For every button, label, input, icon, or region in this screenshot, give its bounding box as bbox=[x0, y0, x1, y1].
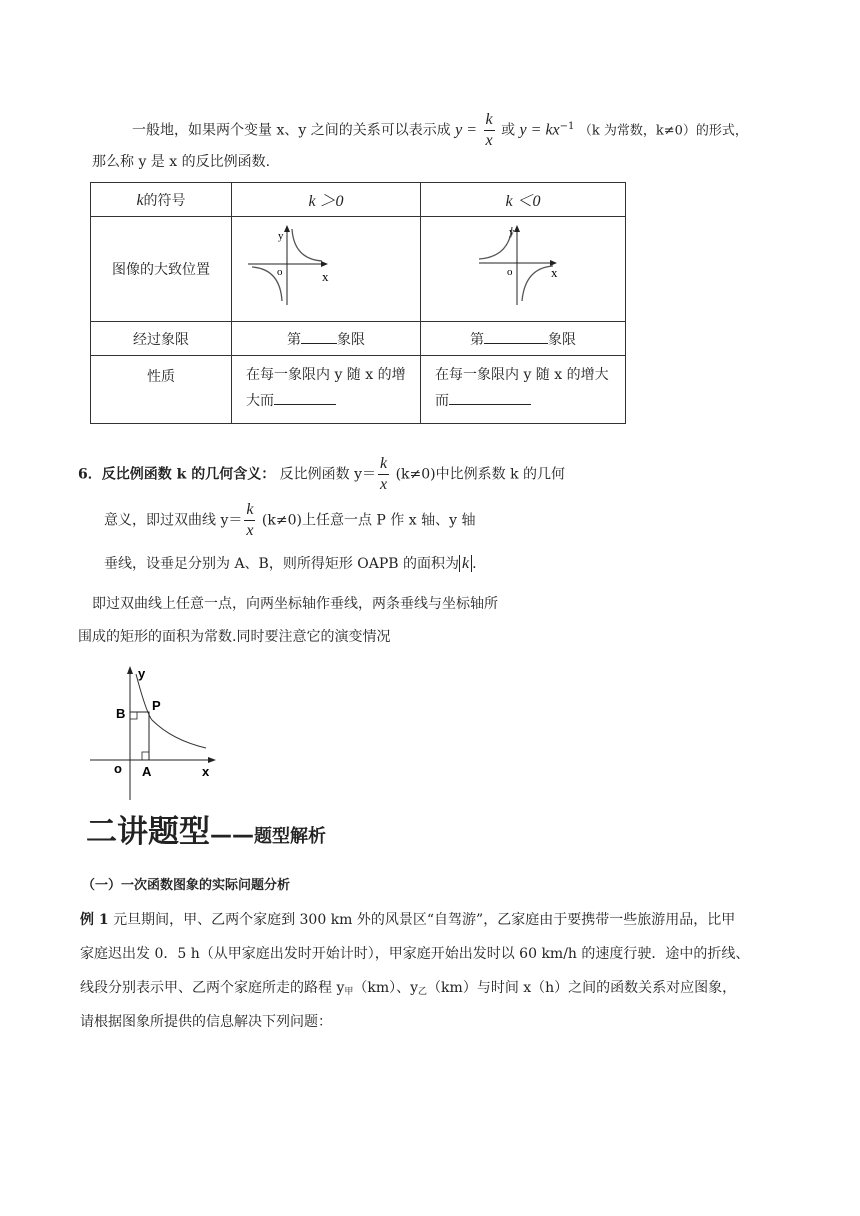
graph2-x-label: x bbox=[551, 265, 558, 280]
fig-y-label: y bbox=[138, 666, 146, 681]
fill-blank bbox=[301, 329, 337, 344]
k-sign-table bbox=[90, 182, 626, 424]
graph1-y-label: y bbox=[278, 230, 284, 242]
header-k-negative: k ＜0 bbox=[421, 183, 626, 217]
fig-a-label: A bbox=[142, 764, 152, 779]
hyperbola-k-negative-graph bbox=[421, 217, 625, 317]
header-k-positive: k ＞0 bbox=[232, 183, 421, 217]
rectangle-oapb-figure bbox=[86, 660, 226, 806]
section6-line-1: 6．反比例函数 k 的几何含义： 反比例函数 y＝ $\frac{k}{x}$ (k≠0)中比例系数 k 的几何 bbox=[78, 455, 566, 493]
eq1-fraction: $\frac{k}{x}$ bbox=[485, 111, 493, 149]
section6-line-4: 即过双曲线上任意一点，向两坐标轴作垂线，两条垂线与坐标轴所 bbox=[92, 596, 498, 612]
intro-line-2: 那么称 y 是 x 的反比例函数. bbox=[92, 154, 271, 170]
abs-k: k bbox=[459, 555, 472, 572]
graph2-o-label: o bbox=[507, 266, 513, 278]
graph-k-positive-cell bbox=[232, 217, 421, 322]
example-line-1: 例 1 元旦期间，甲、乙两个家庭到 300 km 外的风景区“自驾游”，乙家庭由于要携带一些旅游用品，比甲 bbox=[80, 912, 736, 928]
hyperbola-k-positive-graph bbox=[232, 217, 420, 317]
graph1-x-label: x bbox=[322, 269, 329, 284]
heading-sub: 题型解析 bbox=[254, 826, 326, 847]
property-k-positive: 在每一象限内 y 随 x 的增 大而 bbox=[232, 356, 421, 424]
eq1-lhs: y = bbox=[455, 121, 478, 139]
quadrant-label: 经过象限 bbox=[91, 322, 232, 356]
subheading: （一）一次函数图象的实际问题分析 bbox=[82, 878, 291, 893]
fill-blank bbox=[449, 390, 531, 405]
intro-line-1: 一般地，如果两个变量 x、y 之间的关系可以表示成 y = $\frac{k}{x}$ 或 $y = kx^{-1}$ （k 为常数，k≠0）的形式， bbox=[132, 111, 748, 149]
header-k-sign: k的符号 bbox=[91, 183, 232, 217]
property-k-negative: 在每一象限内 y 随 x 的增大 而 bbox=[421, 356, 626, 424]
example-label: 例 1 bbox=[80, 912, 109, 928]
quadrant-k-negative: 第 象限 bbox=[421, 322, 626, 356]
fig-b-label: B bbox=[116, 706, 126, 721]
graph-k-negative-cell bbox=[421, 217, 626, 322]
fig-x-label: x bbox=[202, 764, 210, 779]
example-line-3: 线段分别表示甲、乙两个家庭所走的路程 $y_甲(km)$、$y_乙(km)$与时间 x（h）之间的函数关系对应图象， bbox=[80, 980, 737, 997]
section6-line-5: 围成的矩形的面积为常数.同时要注意它的演变情况 bbox=[78, 629, 391, 645]
section6-line-2: 意义，即过双曲线 y＝ $\frac{k}{x}$ (k≠0)上任意一点 P 作 x 轴、y 轴 bbox=[104, 501, 476, 539]
fig-p-label: P bbox=[152, 698, 161, 713]
heading-main: 二讲题型 bbox=[86, 814, 210, 850]
fig-o-label: o bbox=[114, 761, 122, 776]
section6-title: 6．反比例函数 k 的几何含义： bbox=[78, 466, 276, 483]
lecture-heading: 二讲题型——题型解析 bbox=[86, 814, 326, 850]
section6-line-3: 垂线，设垂足分别为 A、B，则所得矩形 OAPB 的面积为 k . bbox=[104, 555, 477, 572]
graph2-y-label: y bbox=[509, 226, 515, 238]
graph1-o-label: o bbox=[277, 266, 283, 278]
fill-blank bbox=[274, 390, 336, 405]
eq2: y = kx bbox=[519, 121, 560, 139]
fill-blank bbox=[484, 329, 548, 344]
example-line-4: 请根据图象所提供的信息解决下列问题： bbox=[80, 1014, 332, 1030]
graph-position-label: 图像的大致位置 bbox=[91, 217, 232, 322]
quadrant-k-positive: 第 象限 bbox=[232, 322, 421, 356]
property-label: 性质 bbox=[91, 356, 232, 424]
example-line-2: 家庭迟出发 0．5 h（从甲家庭出发时开始计时），甲家庭开始出发时以 60 km/h 的速度行驶．途中的折线、 bbox=[80, 946, 750, 962]
